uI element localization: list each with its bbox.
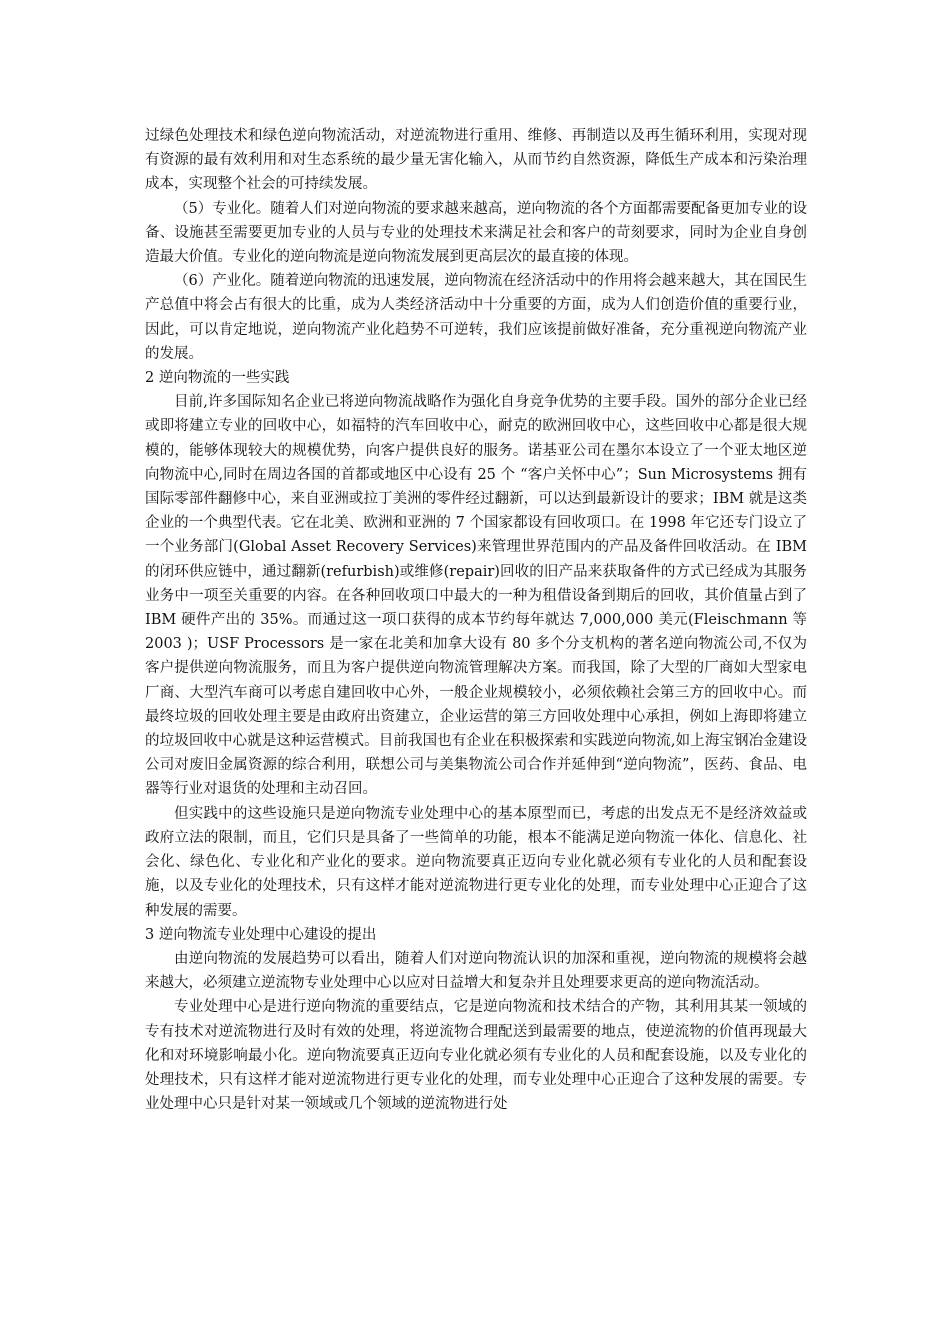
section-heading-2: 2 逆向物流的一些实践	[145, 370, 290, 387]
paragraph-processing-center: 专业处理中心是进行逆向物流的重要结点，它是逆向物流和技术结合的产物，其利用其某一领域的专有技术对逆流物进行及时有效的处理，将逆流物合理配送到最需要的地点，使逆流物的价值再现最大化和对环境影响最小化。逆向物流要真正迈向专业化就必须有专业化的人员和配套设施，以及专业化的处理技术，只有这样才能对逆流物进行更专业化的处理，而专业处理中心正迎合了这种发展的需要。专业处理中心只是针对某一领域或几个领域的逆流物进行处	[145, 999, 807, 1113]
section-heading-3: 3 逆向物流专业处理中心建设的提出	[145, 926, 377, 943]
paragraph-trend: 由逆向物流的发展趋势可以看出，随着人们对逆向物流认识的加深和重视，逆向物流的规模将会越来越大，必须建立逆流物专业处理中心以应对日益增大和复杂并且处理要求更高的逆向物流活动。	[145, 950, 807, 992]
paragraph-practice-limitations: 但实践中的这些设施只是逆向物流专业处理中心的基本原型而已，考虑的出发点无不是经济效益或政府立法的限制，而且，它们只是具备了一些简单的功能，根本不能满足逆向物流一体化、信息化、社会化、绿色化、专业化和产业化的要求。逆向物流要真正迈向专业化就必须有专业化的人员和配套设施，以及专业化的处理技术，只有这样才能对逆流物进行更专业化的处理，而专业处理中心正迎合了这种发展的需要。	[145, 805, 807, 919]
paragraph-green-processing: 过绿色处理技术和绿色逆向物流活动，对逆流物进行重用、维修、再制造以及再生循环利用，实现对现有资源的最有效利用和对生态系统的最少量无害化输入，从而节约自然资源，降低生产成本和污染治理成本，实现整个社会的可持续发展。	[145, 128, 807, 193]
paragraph-specialization: （5）专业化。随着人们对逆向物流的要求越来越高，逆向物流的各个方面都需要配备更加专业的设备、设施甚至需要更加专业的人员与专业的处理技术来满足社会和客户的苛刻要求，同时为企业自身创造最大价值。专业化的逆向物流是逆向物流发展到更高层次的最直接的体现。	[145, 200, 807, 266]
paragraph-practice-examples: 目前,许多国际知名企业已将逆向物流战略作为强化自身竞争优势的主要手段。国外的部分企业已经或即将建立专业的回收中心，如福特的汽车回收中心，耐克的欧洲回收中心，这些回收中心都是很大规模的，能够体现较大的规模优势，向客户提供良好的服务。诺基亚公司在墨尔本设立了一个亚太地区逆向物流中心,同时在周边各国的首都或地区中心设有 25 个 “客户关怀中心”；Sun Microsystems 拥有国际零部件翻修中心，来自亚洲或拉丁美洲的零件经过翻新，可以达到最新设计的要求；IBM 就是这类企业的一个典型代表。它在北美、欧洲和亚洲的 7 个国家都设有回收项口。在 1998 年它还专门设立了一个业务部门(Global Asset Recovery Services)来管理世界范围内的产品及备件回收活动。在 IBM 的闭环供应链中，通过翻新(refurbish)或维修(repair)回收的旧产品来获取备件的方式已经成为其服务业务中一项至关重要的内容。在各种回收项口中最大的一种为租借设备到期后的回收，其价值量占到了 IBM 硬件产出的 35%。而通过这一项口获得的成本节约每年就达 7,000,000 美元(Fleischmann 等 2003 )；USF Processors 是一家在北美和加拿大设有 80 多个分支机构的著名逆向物流公司,不仅为客户提供逆向物流服务，而且为客户提供逆向物流管理解决方案。而我国，除了大型的厂商如大型家电厂商、大型汽车商可以考虑自建回收中心外，一般企业规模较小，必须依赖社会第三方的回收中心。而最终垃圾的回收处理主要是由政府出资建立，企业运营的第三方回收处理中心承担，例如上海即将建立的垃圾回收中心就是这种运营模式。目前我国也有企业在积极探索和实践逆向物流,如上海宝钢冶金建设公司对废旧金属资源的综合利用，联想公司与美集物流公司合作并延伸到“逆向物流”，医药、食品、电器等行业对退货的处理和主动召回。	[145, 394, 807, 798]
document-page	[145, 124, 807, 1116]
paragraph-industrialization: （6）产业化。随着逆向物流的迅速发展，逆向物流在经济活动中的作用将会越来越大，其在国民生产总值中将会占有很大的比重，成为人类经济活动中十分重要的方面，成为人们创造价值的重要行业，因此，可以肯定地说，逆向物流产业化趋势不可逆转，我们应该提前做好准备，充分重视逆向物流产业的发展。	[145, 273, 807, 362]
